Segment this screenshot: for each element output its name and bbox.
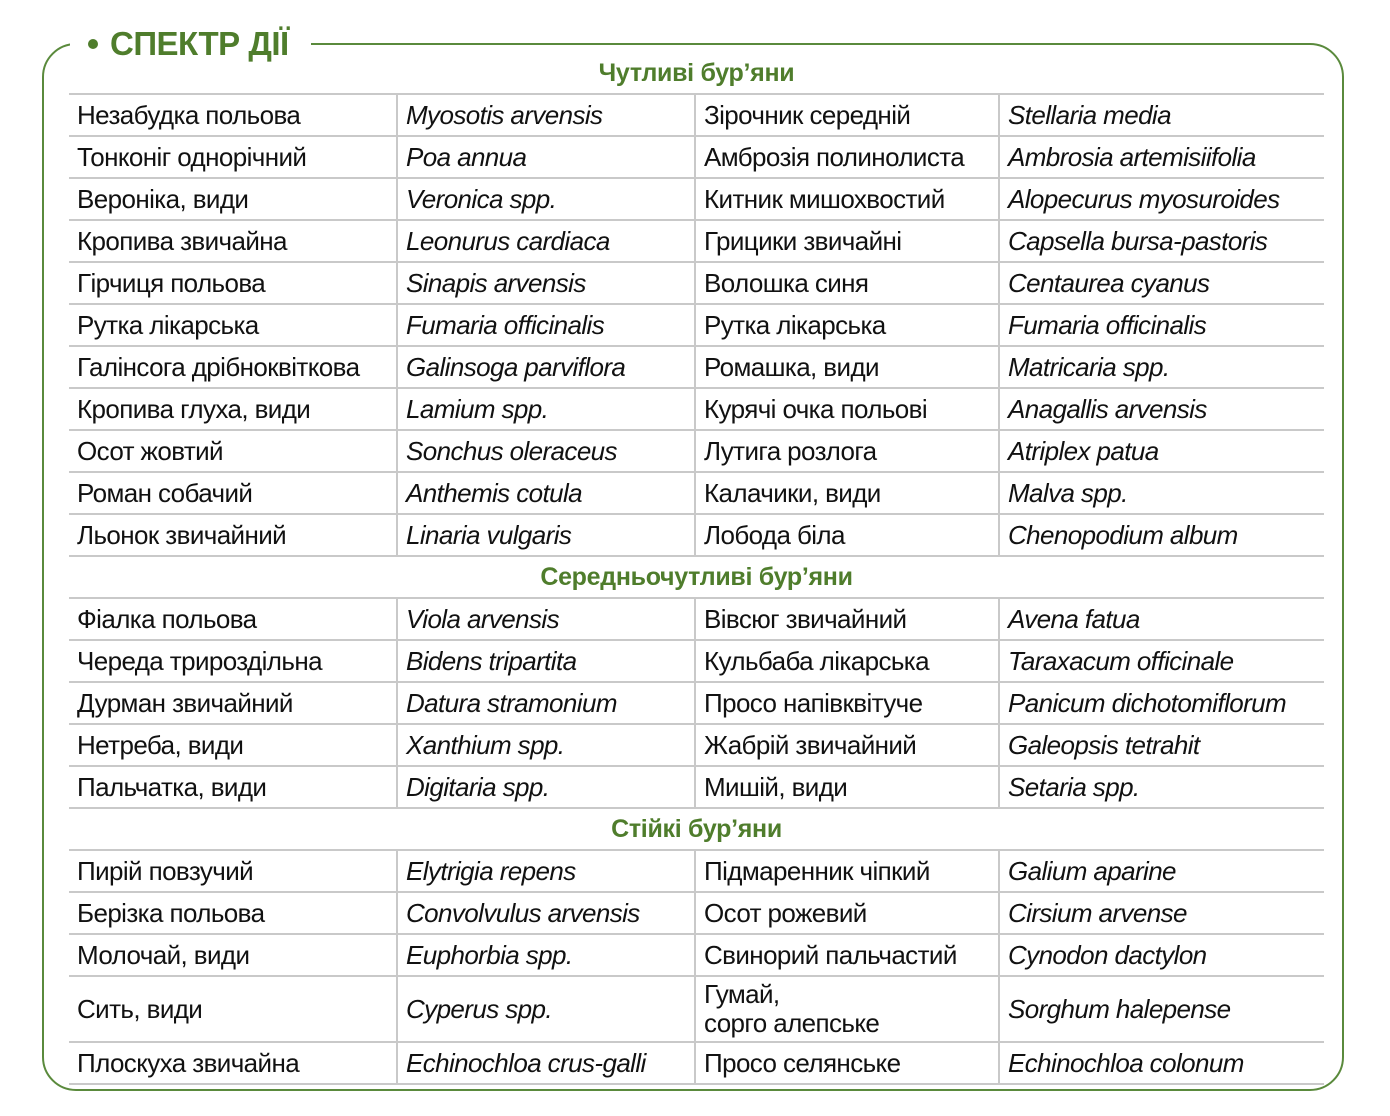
common-name-left: Галінсога дрібноквіткова [77, 351, 360, 382]
table-row [69, 599, 1324, 641]
latin-name-left: Viola arvensis [396, 599, 694, 639]
latin-name-left: Sonchus oleraceus [396, 431, 694, 471]
latin-name-right: Fumaria officinalis [998, 305, 1324, 345]
latin-name-right: Avena fatua [998, 599, 1324, 639]
common-name-right: Свинорий пальчастий [694, 935, 998, 975]
section-header: Стійкі бур’яни [69, 809, 1324, 851]
common-name-left: Берізка польова [77, 897, 265, 928]
section-header: Середньочутливі бур’яни [69, 557, 1324, 599]
table-row [69, 221, 1324, 263]
common-name-right: Мишій, види [694, 767, 998, 807]
common-name-right: Просо селянське [694, 1043, 998, 1083]
table-row [69, 683, 1324, 725]
latin-name-left: Poa annua [396, 137, 694, 177]
latin-name-right: Panicum dichotomiflorum [998, 683, 1324, 723]
common-name-left: Осот жовтий [77, 435, 223, 466]
latin-name-right: Galium aparine [998, 851, 1324, 891]
latin-name-right: Anagallis arvensis [998, 389, 1324, 429]
latin-name-left: Euphorbia spp. [396, 935, 694, 975]
common-name-left: Гірчиця польова [77, 267, 266, 298]
table-row [69, 977, 1324, 1043]
common-name-right: Рутка лікарська [694, 305, 998, 345]
table-row [69, 431, 1324, 473]
latin-name-right: Galeopsis tetrahit [998, 725, 1324, 765]
table-row [69, 179, 1324, 221]
common-name-left: Кропива звичайна [77, 225, 287, 256]
common-name-left: Череда трироздільна [77, 645, 322, 676]
common-name-left: Пальчатка, види [77, 771, 267, 802]
latin-name-right: Matricaria spp. [998, 347, 1324, 387]
common-name-right: Кульбаба лікарська [694, 641, 998, 681]
common-name-right: Грицики звичайні [694, 221, 998, 261]
latin-name-left: Elytrigia repens [396, 851, 694, 891]
common-name-left: Фіалка польова [77, 603, 257, 634]
latin-name-right: Sorghum halepense [998, 977, 1324, 1041]
latin-name-right: Echinochloa colonum [998, 1043, 1324, 1083]
latin-name-right: Stellaria media [998, 95, 1324, 135]
latin-name-left: Galinsoga parviflora [396, 347, 694, 387]
latin-name-left: Veronica spp. [396, 179, 694, 219]
table-row [69, 389, 1324, 431]
common-name-left: Пирій повзучий [77, 855, 254, 886]
table-row [69, 95, 1324, 137]
latin-name-right: Chenopodium album [998, 515, 1324, 555]
latin-name-left: Myosotis arvensis [396, 95, 694, 135]
table-row [69, 515, 1324, 557]
table-row [69, 305, 1324, 347]
table-row [69, 1043, 1324, 1085]
common-name-left: Плоскуха звичайна [77, 1047, 300, 1078]
common-name-left: Нетреба, види [77, 729, 244, 760]
common-name-left: Молочай, види [77, 939, 250, 970]
latin-name-left: Sinapis arvensis [396, 263, 694, 303]
latin-name-right: Malva spp. [998, 473, 1324, 513]
table-row [69, 347, 1324, 389]
common-name-left: Кропива глуха, види [77, 393, 311, 424]
latin-name-left: Digitaria spp. [396, 767, 694, 807]
latin-name-left: Leonurus cardiaca [396, 221, 694, 261]
latin-name-left: Linaria vulgaris [396, 515, 694, 555]
common-name-right: Калачики, види [694, 473, 998, 513]
common-name-right: Осот рожевий [694, 893, 998, 933]
latin-name-left: Convolvulus arvensis [396, 893, 694, 933]
latin-name-left: Anthemis cotula [396, 473, 694, 513]
latin-name-right: Atriplex patua [998, 431, 1324, 471]
common-name-right: Курячі очка польові [694, 389, 998, 429]
common-name-right: Амброзія полинолиста [694, 137, 998, 177]
table-row [69, 725, 1324, 767]
common-name-right: Волошка синя [694, 263, 998, 303]
latin-name-left: Datura stramonium [396, 683, 694, 723]
latin-name-right: Cirsium arvense [998, 893, 1324, 933]
common-name-left: Рутка лікарська [77, 309, 259, 340]
latin-name-left: Bidens tripartita [396, 641, 694, 681]
common-name-right: Лобода біла [694, 515, 998, 555]
bullet-icon [88, 39, 98, 49]
latin-name-right: Setaria spp. [998, 767, 1324, 807]
common-name-right: Вівсюг звичайний [694, 599, 998, 639]
common-name-left: Дурман звичайний [77, 687, 293, 718]
table-row [69, 641, 1324, 683]
latin-name-left: Echinochloa crus-galli [396, 1043, 694, 1083]
latin-name-left: Lamium spp. [396, 389, 694, 429]
table-row [69, 263, 1324, 305]
section-header: Чутливі бур’яни [69, 53, 1324, 95]
common-name-left: Льонок звичайний [77, 519, 287, 550]
table-row [69, 851, 1324, 893]
latin-name-left: Cyperus spp. [396, 977, 694, 1041]
latin-name-right: Taraxacum officinale [998, 641, 1324, 681]
table-row [69, 137, 1324, 179]
latin-name-right: Alopecurus myosuroides [998, 179, 1324, 219]
common-name-left: Вероніка, види [77, 183, 249, 214]
latin-name-right: Capsella bursa-pastoris [998, 221, 1324, 261]
common-name-right: Китник мишохвостий [694, 179, 998, 219]
common-name-left: Сить, види [77, 993, 203, 1024]
common-name-right: Підмаренник чіпкий [694, 851, 998, 891]
table-row [69, 893, 1324, 935]
common-name-left: Незабудка польова [77, 99, 301, 130]
common-name-right: Лутига розлога [694, 431, 998, 471]
latin-name-right: Ambrosia artemisiifolia [998, 137, 1324, 177]
common-name-right: Жабрій звичайний [694, 725, 998, 765]
page-title: СПЕКТР ДІЇ [110, 25, 289, 62]
common-name-right: Ромашка, види [694, 347, 998, 387]
common-name-right: Гумай, сорго алепське [694, 977, 998, 1041]
table-row [69, 473, 1324, 515]
common-name-right: Зірочник середній [694, 95, 998, 135]
common-name-right: Просо напівквітуче [694, 683, 998, 723]
latin-name-left: Fumaria officinalis [396, 305, 694, 345]
table-row [69, 935, 1324, 977]
common-name-left: Тонконіг однорічний [77, 141, 307, 172]
table-row [69, 767, 1324, 809]
latin-name-left: Xanthium spp. [396, 725, 694, 765]
latin-name-right: Cynodon dactylon [998, 935, 1324, 975]
common-name-left: Роман собачий [77, 477, 253, 508]
latin-name-right: Centaurea cyanus [998, 263, 1324, 303]
weed-table [69, 53, 1324, 1085]
